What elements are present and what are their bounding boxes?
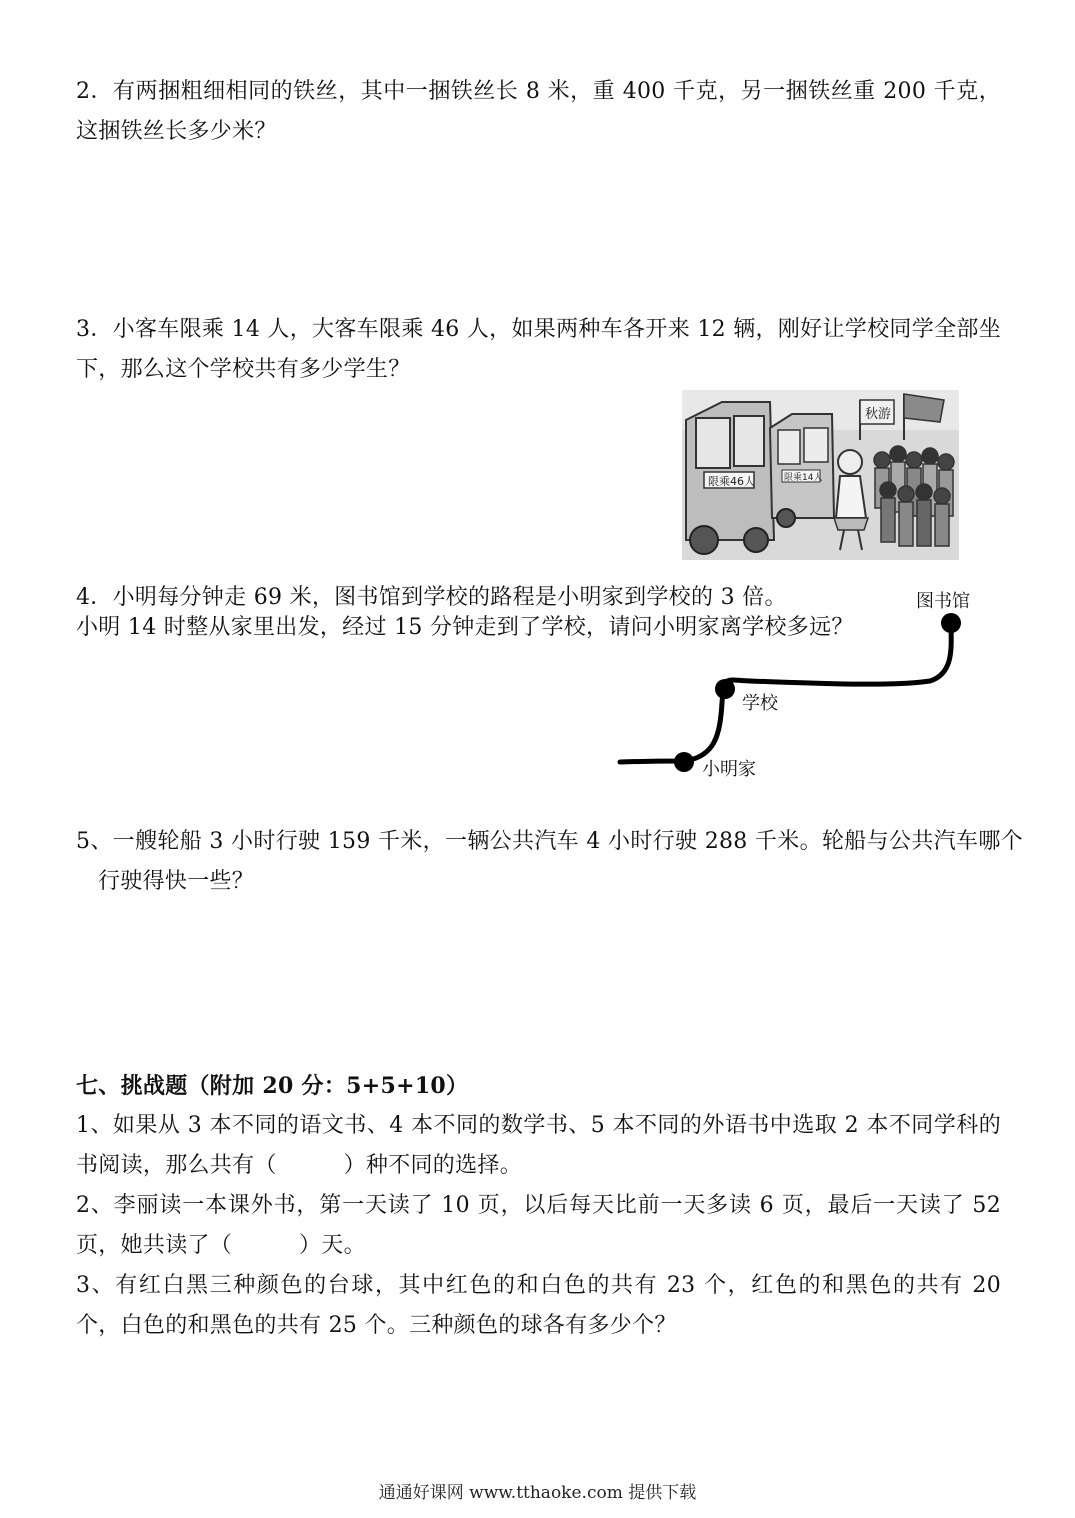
challenge-heading: 七、挑战题（附加 20 分：5+5+10） [76,1073,469,1099]
bus-large-sign: 限乘46人 [708,475,755,488]
problem-2: 2．有两捆粗细相同的铁丝，其中一捆铁丝长 8 米，重 400 千克，另一捆铁丝重 200 千克，这捆铁丝长多少米？ [76,79,1001,144]
bus-large [686,402,774,554]
route-path [620,623,951,762]
route-map [610,585,1010,790]
problem-4-line-1: 4．小明每分钟走 69 米，图书馆到学校的路程是小明家到学校的 3 倍。 [76,585,787,610]
problem-4-line-2: 小明 14 时整从家里出发，经过 15 分钟走到了学校，请问小明家离学校多远？ [76,615,854,640]
problem-3: 3．小客车限乘 14 人，大客车限乘 46 人，如果两种车各开来 12 辆，刚好让学校同学全部坐下，那么这个学校共有多少学生？ [76,317,1001,382]
school-marker [715,679,735,699]
buses-students-illustration [682,390,959,560]
page-footer: 通通好课网 www.tthaoke.com 提供下载 [378,1483,697,1503]
library-label: 图书馆 [916,591,970,612]
flag-text: 秋游 [865,407,892,422]
home-label: 小明家 [702,759,756,780]
home-marker [674,752,694,772]
challenge-question-1: 1、如果从 3 本不同的语文书、4 本不同的数学书、5 本不同的外语书中选取 2 本不同学科的书阅读，那么共有（ ）种不同的选择。 [76,1113,1001,1178]
school-label: 学校 [742,693,778,714]
bus-small [770,414,834,527]
bus-small-sign: 限乘14人 [784,473,823,483]
challenge-question-3: 3、有红白黑三种颜色的台球，其中红色的和白色的共有 23 个，红色的和黑色的共有 20 个，白色的和黑色的共有 25 个。三种颜色的球各有多少个？ [76,1273,1001,1338]
problem-5: 5、一艘轮船 3 小时行驶 159 千米，一辆公共汽车 4 小时行驶 288 千米。轮船与公共汽车哪个行驶得快一些？ [76,829,1023,894]
library-marker [941,613,961,633]
challenge-question-2: 2、李丽读一本课外书，第一天读了 10 页，以后每天比前一天多读 6 页，最后一天读了 52 页，她共读了（ ）天。 [76,1193,1001,1258]
